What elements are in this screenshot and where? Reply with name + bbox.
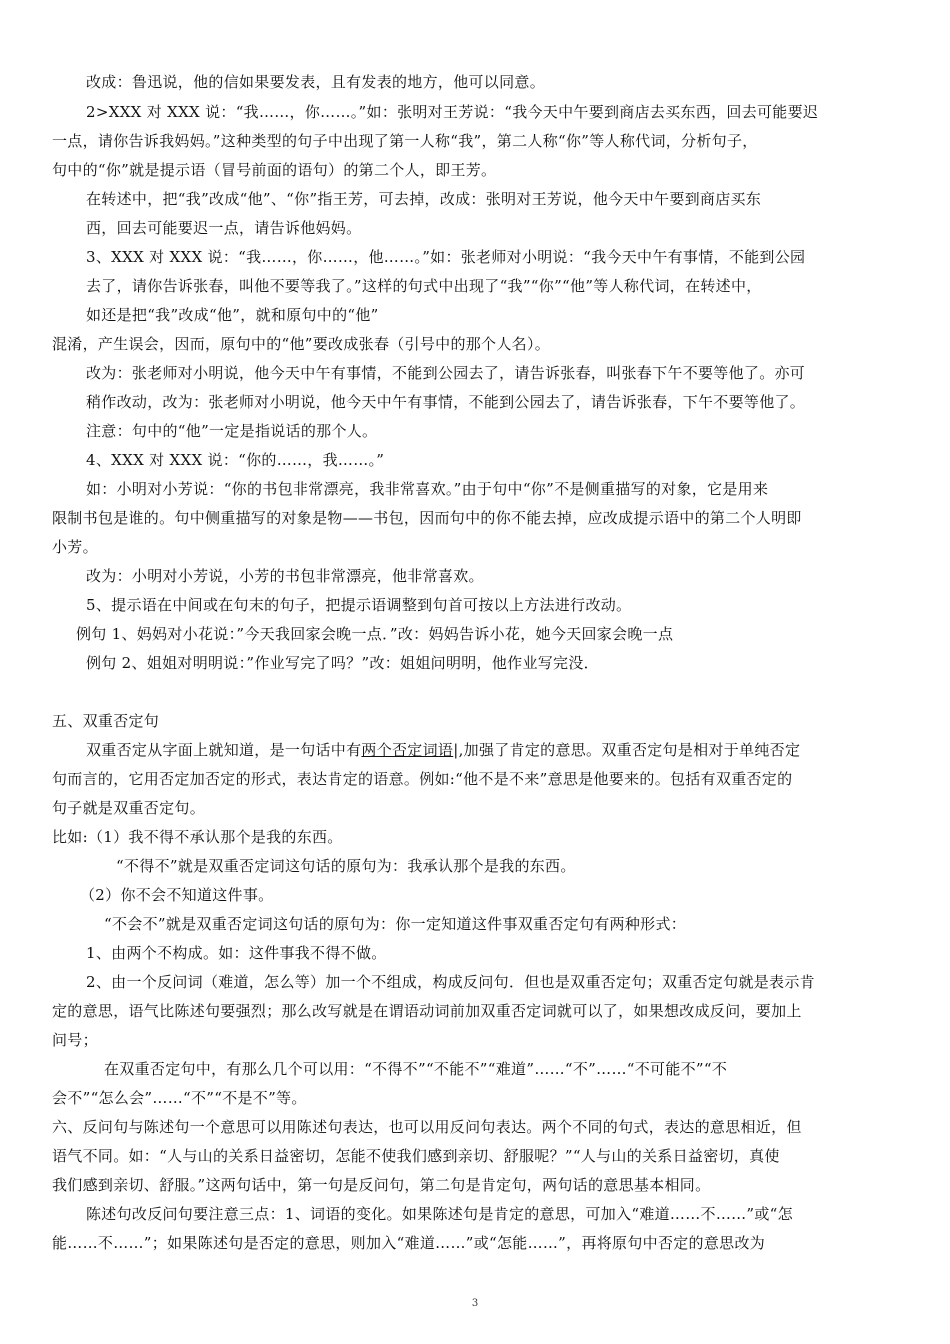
text-line: 改为：张老师对小明说，他今天中午有事情，不能到公园去了，请告诉张春，叫张春下午不要等他了。亦可 [86, 364, 806, 382]
underlined-term: 两个否定词语 [361, 741, 454, 759]
section-heading: 五、双重否定句 [52, 712, 160, 730]
text-line: 一点，请你告诉我妈妈。”这种类型的句子中出现了第一人称“我”，第二人称“你”等人称代词，分析句子， [52, 132, 758, 150]
text-line: 3、XXX 对 XXX 说：“我……，你……，他……。”如：张老师对小明说：“我今天中午有事情，不能到公园 [86, 248, 806, 266]
text-line: 例句 1、妈妈对小花说：”今天我回家会晚一点．”改：妈妈告诉小花，她今天回家会晚一点 [76, 625, 674, 643]
text-line: 小芳。 [52, 538, 98, 556]
section-heading: 六、反问句与陈述句一个意思可以用陈述句表达，也可以用反问句表达。两个不同的句式，表达的意思相近，但 [52, 1118, 802, 1136]
text-segment: |,加强了肯定的意思。双重否定句是相对于单纯否定 [453, 741, 801, 759]
text-line: 会不”“怎么会”……“不”“不是不”等。 [52, 1089, 307, 1107]
text-line: 1、由两个不构成。如：这件事我不得不做。 [86, 944, 387, 962]
text-line: 问号； [52, 1031, 98, 1049]
text-line: “不得不”就是双重否定词这句话的原句为：我承认那个是我的东西。 [116, 857, 576, 875]
text-line: 我们感到亲切、舒服。”这两句话中，第一句是反问句，第二句是肯定句，两句话的意思基本相同。 [52, 1176, 711, 1194]
text-line: 句子就是双重否定句。 [52, 799, 206, 817]
text-line: 如还是把“我”改成“他”，就和原句中的“他” [86, 306, 379, 324]
text-line: 比如:（1）我不得不承认那个是我的东西。 [52, 828, 343, 846]
text-line: 注意：句中的“他”一定是指说话的那个人。 [86, 422, 378, 440]
text-line: 混淆，产生误会，因而，原句中的“他”要改成张春（引号中的那个人名）。 [52, 335, 551, 353]
text-line: 如：小明对小芳说：“你的书包非常漂亮，我非常喜欢。”由于句中“你”不是侧重描写的对象，它是用来 [86, 480, 769, 498]
text-line: 定的意思，语气比陈述句要强烈；那么改写就是在谓语动词前加双重否定词就可以了，如果想改成反问，要加上 [52, 1002, 802, 1020]
text-line: 4、XXX 对 XXX 说：“你的……，我……。” [86, 451, 385, 469]
text-line: 陈述句改反问句要注意三点：1、词语的变化。如果陈述句是肯定的意思，可加入“难道……不……”或“怎 [86, 1205, 793, 1223]
text-line [86, 740, 906, 760]
text-line: 句而言的，它用否定加否定的形式，表达肯定的语意。例如:“他不是不来”意思是他要来的。包括有双重否定的 [52, 770, 793, 788]
text-line: 句中的“你”就是提示语（冒号前面的语句）的第二个人，即王芳。 [52, 161, 497, 179]
text-line: 改为：小明对小芳说，小芳的书包非常漂亮，他非常喜欢。 [86, 567, 484, 585]
text-line: 在双重否定句中，有那么几个可以用：“不得不”“不能不”“难道”……“不”……“不可能不”“不 [104, 1060, 728, 1078]
text-line: 稍作改动，改为：张老师对小明说，他今天中午有事情，不能到公园去了，请告诉张春，下午不要等他了。 [86, 393, 806, 411]
text-line: 西，回去可能要迟一点，请告诉他妈妈。 [86, 219, 362, 237]
text-line: 2>XXX 对 XXX 说：“我……，你……。”如：张明对王芳说：“我今天中午要到商店去买东西，回去可能要迟 [86, 103, 819, 121]
text-line: 例句 2、姐姐对明明说：”作业写完了吗？”改：姐姐问明明，他作业写完没． [86, 654, 599, 672]
text-line: 能……不……”；如果陈述句是否定的意思，则加入“难道……”或“怎能……”，再将原句中否定的意思改为 [52, 1234, 766, 1252]
text-line: 改成：鲁迅说，他的信如果要发表，且有发表的地方，他可以同意。 [86, 73, 546, 91]
text-line: 5、提示语在中间或在句末的句子，把提示语调整到句首可按以上方法进行改动。 [86, 596, 632, 614]
text-line: 语气不同。如：“人与山的关系日益密切，怎能不使我们感到亲切、舒服呢？”“人与山的关系日益密切，真使 [52, 1147, 780, 1165]
text-line: 2、由一个反问词（难道，怎么等）加一个不组成，构成反问句．但也是双重否定句；双重否定句就是表示肯 [86, 973, 815, 991]
text-line: 在转述中，把“我”改成“他”、“你”指王芳，可去掉，改成：张明对王芳说，他今天中午要到商店买东 [86, 190, 762, 208]
page-number: 3 [471, 1298, 479, 1309]
text-line: “不会不”就是双重否定词这句话的原句为：你一定知道这件事双重否定句有两种形式： [104, 915, 687, 933]
text-line: （2）你不会不知道这件事。 [80, 886, 274, 904]
text-segment: 双重否定从字面上就知道，是一句话中有 [86, 741, 362, 759]
text-line: 去了，请你告诉张春，叫他不要等我了。”这样的句式中出现了“我”“你”“他”等人称代词，在转述中， [86, 277, 762, 295]
text-line: 限制书包是谁的。句中侧重描写的对象是物——书包，因而句中的你不能去掉，应改成提示语中的第二个人明即 [52, 509, 802, 527]
